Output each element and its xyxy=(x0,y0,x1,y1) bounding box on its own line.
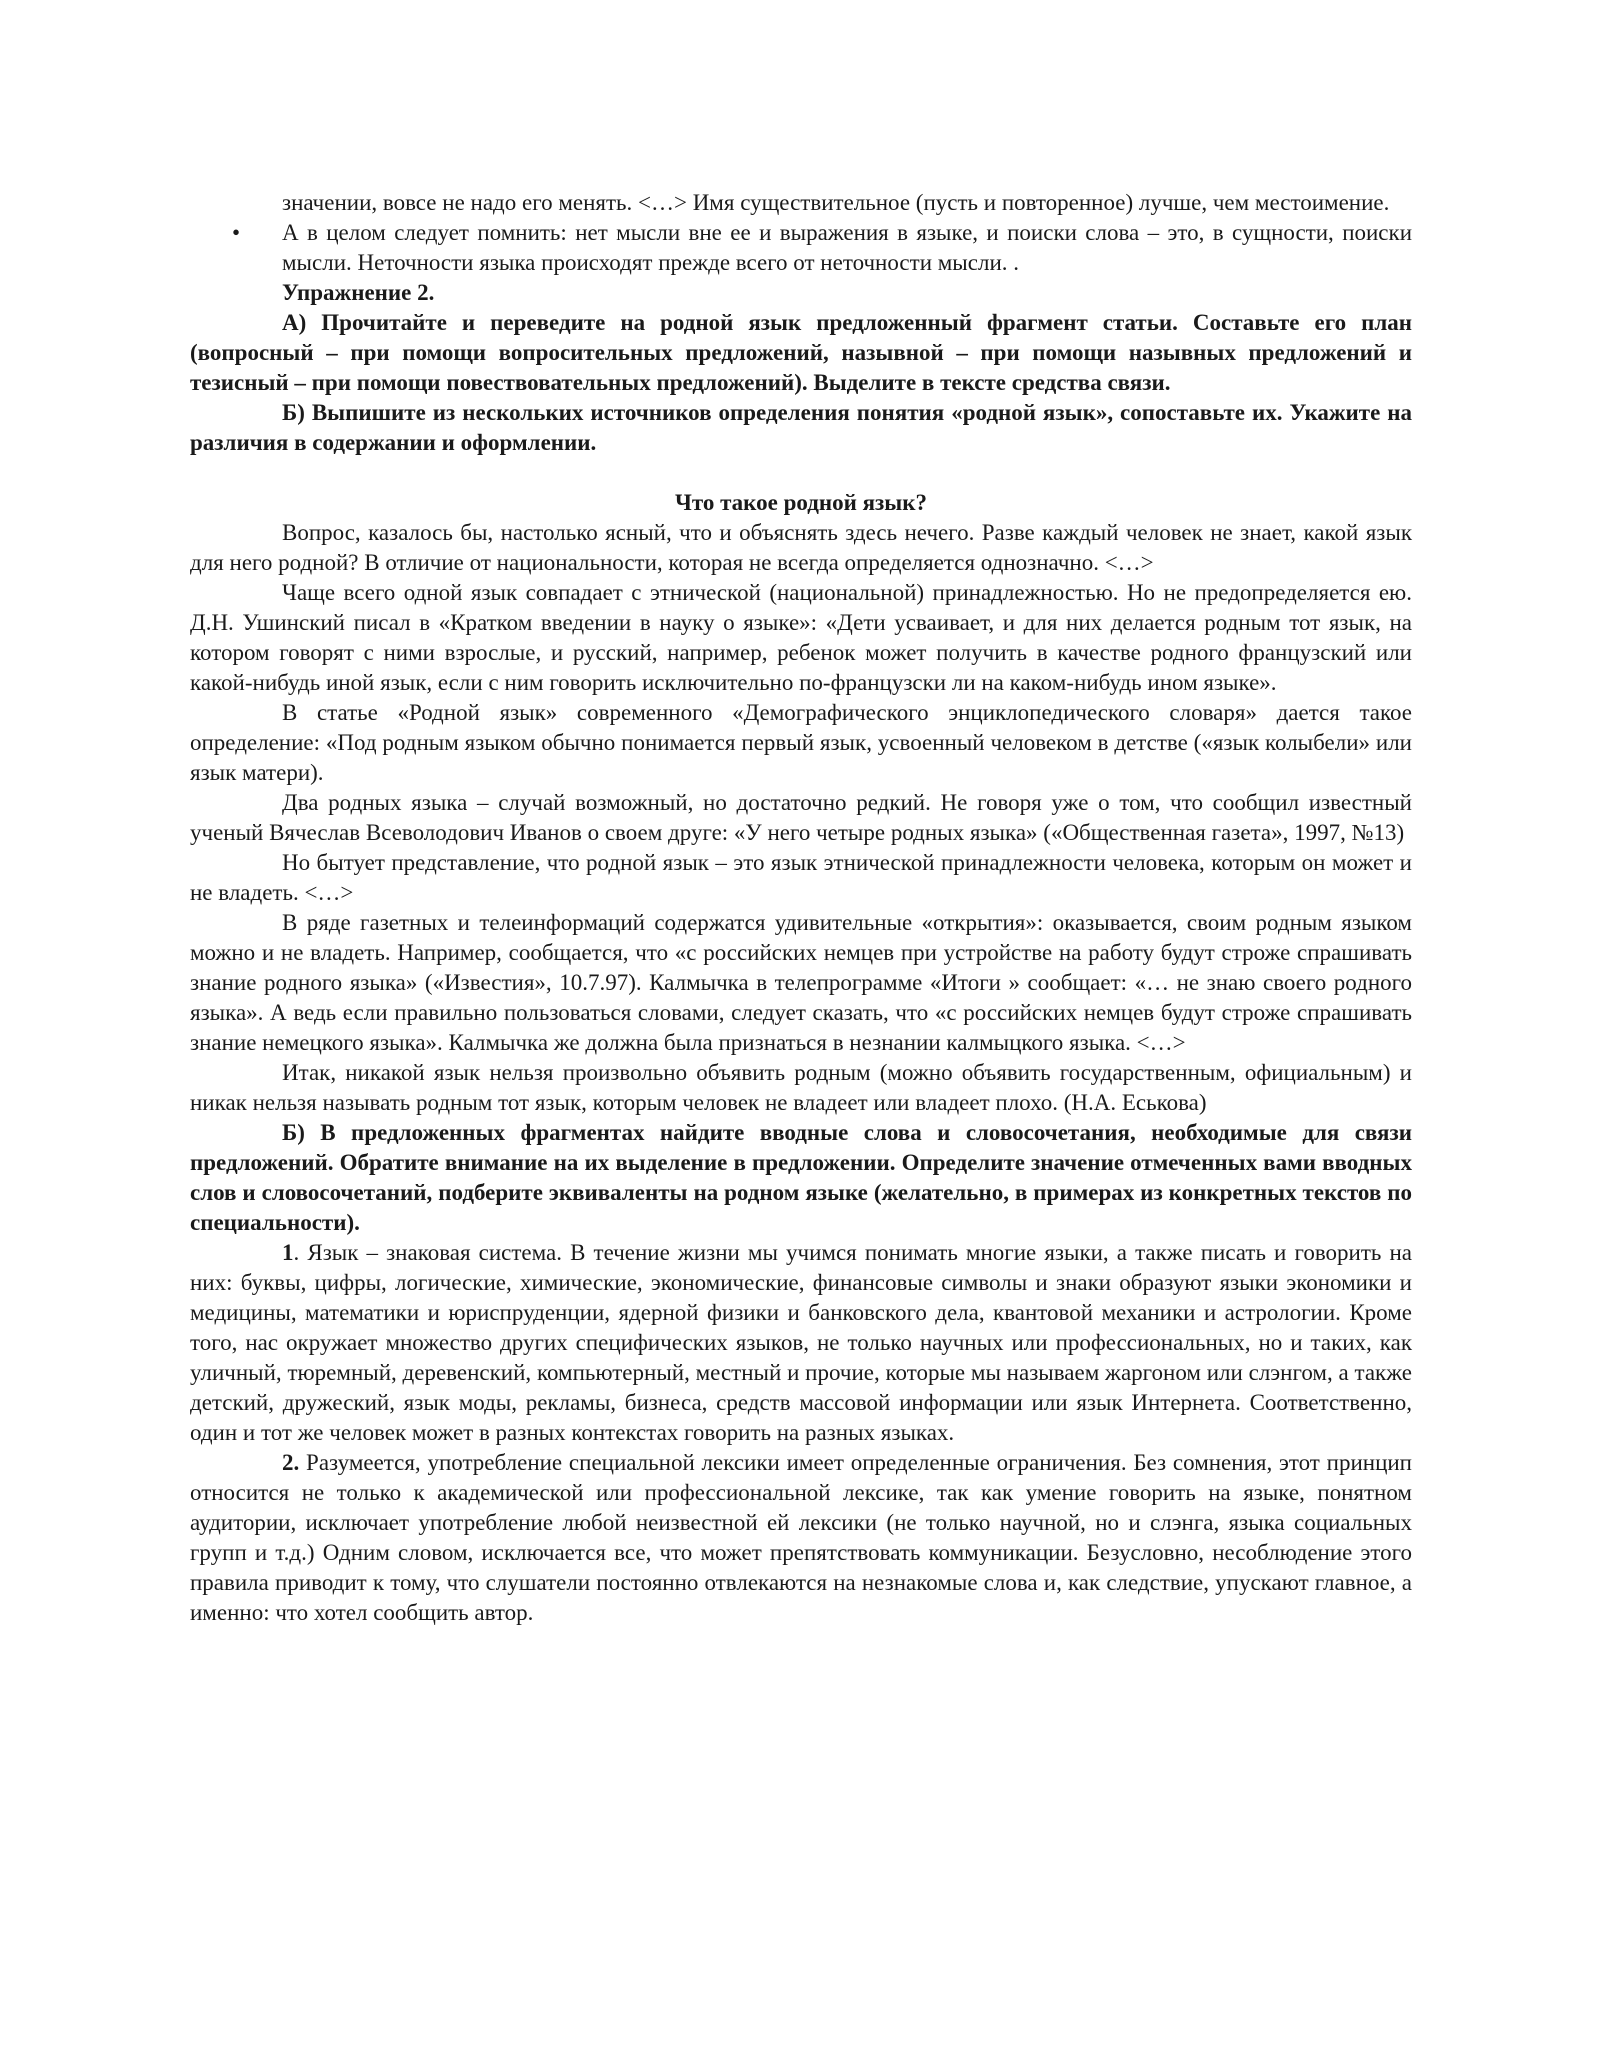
task-b2: Б) В предложенных фрагментах найдите вводные слова и словосочетания, необходимые для связи предложений. Обратите внимание на их выделение в предложении. Определите значение отмеченных вами вводных слов и словосочетаний, подберите эквиваленты на родном языке (желательно, в примерах из конкретных текстов по специальности). xyxy=(190,1120,1412,1235)
task-b: Б) Выпишите из нескольких источников определения понятия «родной язык», сопоставьте их. Укажите на различия в содержании и оформлении. xyxy=(190,400,1412,455)
fragment-text: . Язык – знаковая система. В течение жизни мы учимся понимать многие языки, а также писать и говорить на них: буквы, цифры, логические, химические, экономические, финансовые символы и знаки образуют языки экономики и медицины, математики и юриспруденции, ядерной физики и банковского дела, квантовой механики и астрологии. Кроме того, нас окружает множество других специфических языков, не только научных или профессиональных, но и таких, как уличный, тюремный, деревенский, компьютерный, местный и прочие, которые мы называем жаргоном или слэнгом, а также детский, дружеский, язык моды, рекламы, бизнеса, средств массовой информации или язык Интернета. Соответственно, один и тот же человек может в разных контекстах говорить на разных языках. xyxy=(190,1240,1412,1445)
fragment-2 xyxy=(190,1448,1412,1628)
article-paragraph: Два родных языка – случай возможный, но достаточно редкий. Не говоря уже о том, что сообщил известный ученый Вячеслав Всеволодович Иванов о своем друге: «У него четыре родных языка» («Общественная газета», 1997, №13) xyxy=(190,790,1412,845)
bullet-paragraph xyxy=(190,218,1412,278)
article-paragraph: В статье «Родной язык» современного «Демографического энциклопедического словаря» дается такое определение: «Под родным языком обычно понимается первый язык, усвоенный человеком в детстве («язык колыбели» или язык матери). xyxy=(190,700,1412,785)
article-title: Что такое родной язык? xyxy=(674,490,928,515)
fragment-1 xyxy=(190,1238,1412,1448)
article-paragraph: Итак, никакой язык нельзя произвольно объявить родным (можно объявить государственным, официальным) и никак нельзя называть родным тот язык, которым человек не владеет или владеет плохо. (Н.А. Еськова) xyxy=(190,1060,1412,1115)
fragment-number: 2. xyxy=(282,1450,300,1475)
bullet-text: А в целом следует помнить: нет мысли вне ее и выражения в языке, и поиски слова – это, в сущности, поиски мысли. Неточности языка происходят прежде всего от неточности мысли. . xyxy=(282,220,1412,275)
document-page xyxy=(190,188,1412,1628)
article-paragraph: Чаще всего одной язык совпадает с этнической (национальной) принадлежностью. Но не предопределяется ею. Д.Н. Ушинский писал в «Кратком введении в науку о языке»: «Дети усваивает, и для них делается родным тот язык, на котором говорят с ними взрослые, и русский, например, ребенок может получить в качестве родного французский или какой-нибудь иной язык, если с ним говорить исключительно по-французски ли на каком-нибудь ином языке». xyxy=(190,580,1412,695)
exercise-heading: Упражнение 2. xyxy=(282,280,435,305)
fragment-text: Разумеется, употребление специальной лексики имеет определенные ограничения. Без сомнения, этот принцип относится не только к академической или профессиональной лексике, так как умение говорить на языке, понятном аудитории, исключает употребление любой неизвестной ей лексики (не только научной, но и слэнга, языка социальных групп и т.д.) Одним словом, исключается все, что может препятствовать коммуникации. Безусловно, несоблюдение этого правила приводит к тому, что слушатели постоянно отвлекаются на незнакомые слова и, как следствие, упускают главное, а именно: что хотел сообщить автор. xyxy=(190,1450,1412,1625)
article-paragraph: Но бытует представление, что родной язык – это язык этнической принадлежности человека, которым он может и не владеть. <…> xyxy=(190,850,1412,905)
fragment-number: 1 xyxy=(282,1240,294,1265)
bullet-icon: • xyxy=(232,220,241,245)
article-paragraph: В ряде газетных и телеинформаций содержатся удивительные «открытия»: оказывается, своим родным языком можно и не владеть. Например, сообщается, что «с российских немцев при устройстве на работу будут строже спрашивать знание родного языка» («Известия», 10.7.97). Калмычка в телепрограмме «Итоги » сообщает: «… не знаю своего родного языка». А ведь если правильно пользоваться словами, следует сказать, что «с российских немцев будут строже спрашивать знание немецкого языка». Калмычка же должна была признаться в незнании калмыцкого языка. <…> xyxy=(190,910,1412,1055)
task-a: А) Прочитайте и переведите на родной язык предложенный фрагмент статьи. Составьте его план (вопросный – при помощи вопросительных предложений, назывной – при помощи назывных предложений и тезисный – при помощи повествовательных предложений). Выделите в тексте средства связи. xyxy=(190,310,1412,395)
article-paragraph: Вопрос, казалось бы, настолько ясный, что и объяснять здесь нечего. Разве каждый человек не знает, какой язык для него родной? В отличие от национальности, которая не всегда определяется однозначно. <…> xyxy=(190,520,1412,575)
continuation-paragraph: значении, вовсе не надо его менять. <…> Имя существительное (пусть и повторенное) лучше, чем местоимение. xyxy=(282,190,1390,215)
